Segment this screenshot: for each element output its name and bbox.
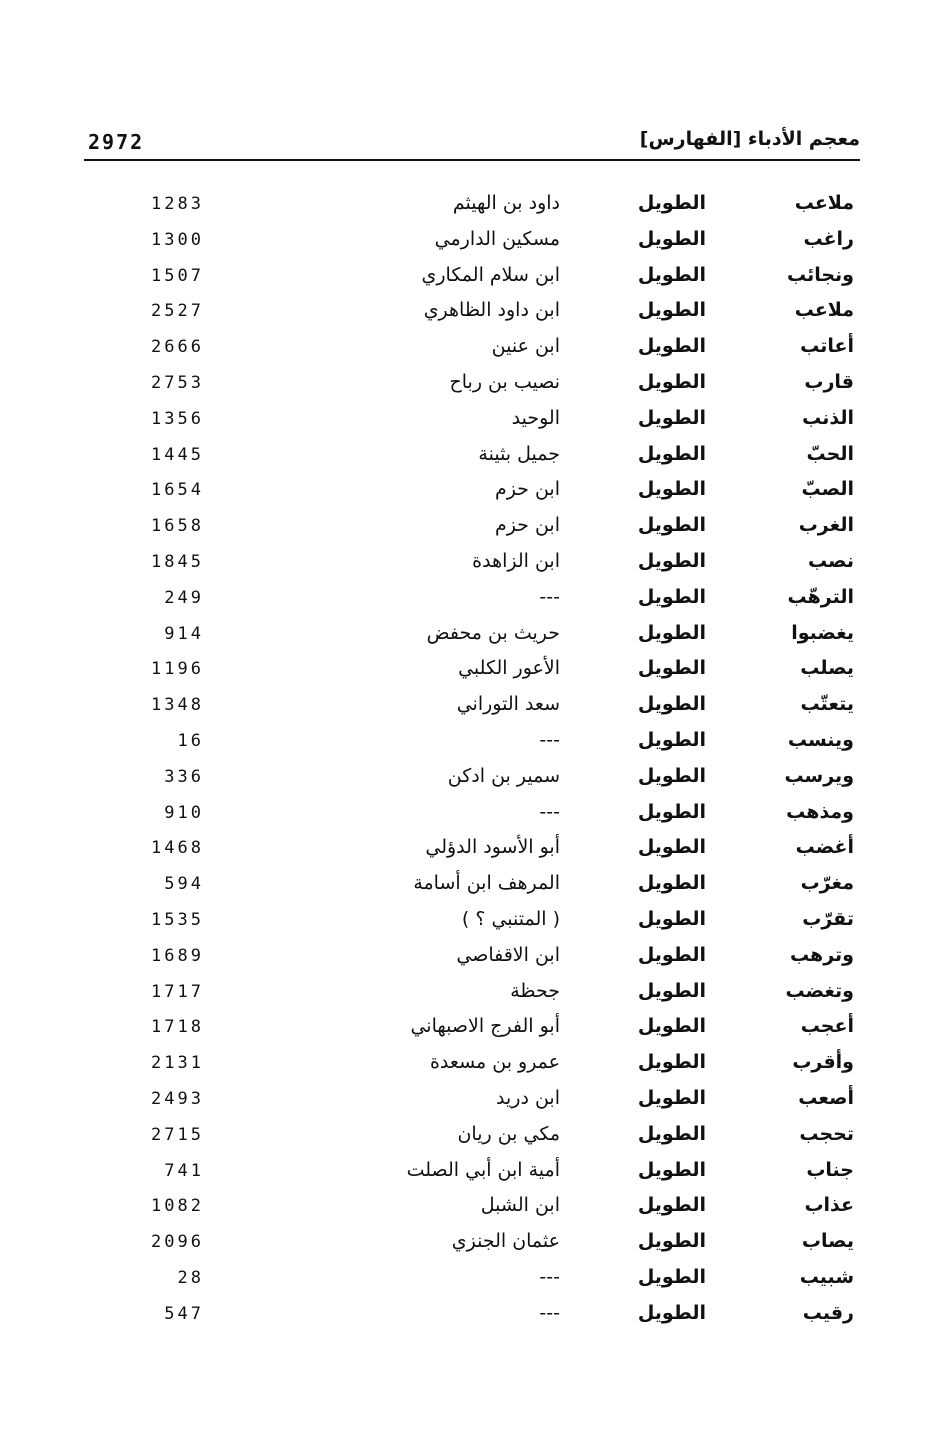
page-ref-cell: 1348 xyxy=(151,695,204,716)
rhyme-cell: يصاب xyxy=(801,1230,854,1253)
poet-cell: --- xyxy=(539,728,560,751)
rhyme-cell: أصعب xyxy=(798,1086,854,1109)
meter-cell: الطويل xyxy=(637,872,706,895)
poet-cell: ابن عنين xyxy=(491,335,560,358)
meter-cell: الطويل xyxy=(637,1301,706,1324)
poet-cell: ابن حزم xyxy=(494,514,560,537)
table-row xyxy=(84,1083,860,1119)
meter-cell: الطويل xyxy=(637,1015,706,1038)
meter-cell: الطويل xyxy=(637,1265,706,1288)
index-table xyxy=(84,188,860,1334)
page-ref-cell: 1718 xyxy=(151,1017,204,1038)
rhyme-cell: مغرّب xyxy=(800,872,854,895)
meter-cell: الطويل xyxy=(637,657,706,680)
poet-cell: ابن الزاهدة xyxy=(472,549,560,572)
table-row xyxy=(84,474,860,510)
rhyme-cell: يصلب xyxy=(800,657,854,680)
rhyme-cell: قارب xyxy=(804,370,854,393)
rhyme-cell: أعجب xyxy=(800,1015,854,1038)
page-ref-cell: 1535 xyxy=(151,909,204,930)
meter-cell: الطويل xyxy=(637,621,706,644)
page-ref-cell: 594 xyxy=(164,874,204,895)
poet-cell: عمرو بن مسعدة xyxy=(429,1051,560,1074)
poet-cell: مسكين الدارمي xyxy=(434,227,560,250)
page-number: 2972 xyxy=(88,130,145,154)
poet-cell: ابن حزم xyxy=(494,478,560,501)
rhyme-cell: نصب xyxy=(808,549,854,572)
poet-cell: ابن الشبل xyxy=(480,1194,560,1217)
page-ref-cell: 741 xyxy=(164,1160,204,1181)
rhyme-cell: الصبّ xyxy=(801,478,854,501)
page-ref-cell: 1445 xyxy=(151,444,204,465)
meter-cell: الطويل xyxy=(637,764,706,787)
poet-cell: مكي بن ريان xyxy=(457,1122,560,1145)
table-row xyxy=(84,1298,860,1334)
rhyme-cell: تقرّب xyxy=(802,907,854,930)
poet-cell: سمير بن ادكن xyxy=(447,764,560,787)
page-ref-cell: 2666 xyxy=(151,337,204,358)
meter-cell: الطويل xyxy=(637,370,706,393)
page-ref-cell: 1283 xyxy=(151,194,204,214)
rhyme-cell: رقيب xyxy=(802,1301,854,1324)
poet-cell: عثمان الجنزي xyxy=(451,1230,560,1253)
page-ref-cell: 1196 xyxy=(151,659,204,680)
page-ref-cell: 547 xyxy=(164,1303,204,1324)
table-row xyxy=(84,689,860,725)
meter-cell: الطويل xyxy=(637,478,706,501)
meter-cell: الطويل xyxy=(637,836,706,859)
table-row xyxy=(84,510,860,546)
poet-cell: نصيب بن رباح xyxy=(449,370,560,393)
page-ref-cell: 2715 xyxy=(151,1124,204,1145)
table-row xyxy=(84,260,860,296)
rhyme-cell: ويرسب xyxy=(784,764,854,787)
rhyme-cell: أغضب xyxy=(795,836,854,859)
poet-cell: سعد التوراني xyxy=(456,693,560,716)
rhyme-cell: وأقرب xyxy=(792,1051,854,1074)
table-row xyxy=(84,1226,860,1262)
meter-cell: الطويل xyxy=(637,1051,706,1074)
table-row xyxy=(84,725,860,761)
page-ref-cell: 2096 xyxy=(151,1232,204,1253)
rhyme-cell: وترهب xyxy=(789,943,854,966)
table-row xyxy=(84,1155,860,1191)
meter-cell: الطويل xyxy=(637,263,706,286)
rhyme-cell: شبيب xyxy=(799,1265,854,1288)
table-row xyxy=(84,1011,860,1047)
page-ref-cell: 914 xyxy=(164,623,204,644)
table-row xyxy=(84,439,860,475)
table-row xyxy=(84,295,860,331)
poet-cell: أمية ابن أبي الصلت xyxy=(406,1158,560,1181)
meter-cell: الطويل xyxy=(637,1086,706,1109)
meter-cell: الطويل xyxy=(637,299,706,322)
poet-cell: حريث بن محفض xyxy=(426,621,560,644)
meter-cell: الطويل xyxy=(637,1122,706,1145)
rhyme-cell: راغب xyxy=(803,227,854,250)
poet-cell: ابن داود الظاهري xyxy=(423,299,560,322)
poet-cell: أبو الأسود الدؤلي xyxy=(425,836,560,859)
table-row xyxy=(84,403,860,439)
running-title: معجم الأدباء [الفهارس] xyxy=(639,128,860,150)
meter-cell: الطويل xyxy=(637,585,706,608)
poet-cell: --- xyxy=(539,1301,560,1324)
poet-cell: أبو الفرج الاصبهاني xyxy=(410,1015,560,1038)
meter-cell: الطويل xyxy=(637,1194,706,1217)
page-ref-cell: 28 xyxy=(177,1267,204,1288)
table-row xyxy=(84,868,860,904)
rhyme-cell: تحجب xyxy=(799,1122,854,1145)
rhyme-cell: جناب xyxy=(806,1158,854,1181)
rhyme-cell: الذنب xyxy=(802,406,854,429)
meter-cell: الطويل xyxy=(637,442,706,465)
page-ref-cell: 1845 xyxy=(151,551,204,572)
rhyme-cell: ملاعب xyxy=(794,299,854,322)
rhyme-cell: الغرب xyxy=(798,514,854,537)
table-row xyxy=(84,904,860,940)
rhyme-cell: وتغضب xyxy=(785,979,854,1002)
meter-cell: الطويل xyxy=(637,979,706,1002)
page-ref-cell: 2493 xyxy=(151,1088,204,1109)
rhyme-cell: الحبّ xyxy=(806,442,854,465)
page-ref-cell: 336 xyxy=(164,766,204,787)
poet-cell: --- xyxy=(539,585,560,608)
table-row xyxy=(84,940,860,976)
table-row xyxy=(84,224,860,260)
page-ref-cell: 2753 xyxy=(151,372,204,393)
rhyme-cell: ونجائب xyxy=(786,263,854,286)
meter-cell: الطويل xyxy=(637,192,706,214)
rhyme-cell: عذاب xyxy=(804,1194,854,1217)
meter-cell: الطويل xyxy=(637,1230,706,1253)
table-row xyxy=(84,976,860,1012)
meter-cell: الطويل xyxy=(637,227,706,250)
table-row xyxy=(84,797,860,833)
meter-cell: الطويل xyxy=(637,549,706,572)
rhyme-cell: ملاعب xyxy=(794,192,854,214)
table-row xyxy=(84,761,860,797)
page-ref-cell: 2527 xyxy=(151,301,204,322)
page-header xyxy=(84,128,860,158)
table-row xyxy=(84,653,860,689)
page-ref-cell: 1658 xyxy=(151,516,204,537)
table-row xyxy=(84,1262,860,1298)
poet-cell: الوحيد xyxy=(511,406,560,429)
page-ref-cell: 1356 xyxy=(151,408,204,429)
rhyme-cell: يغضبوا xyxy=(791,621,854,644)
table-row xyxy=(84,331,860,367)
page-ref-cell: 2131 xyxy=(151,1053,204,1074)
table-row xyxy=(84,546,860,582)
meter-cell: الطويل xyxy=(637,800,706,823)
header-rule xyxy=(84,159,860,161)
rhyme-cell: الترهّب xyxy=(787,585,854,608)
poet-cell: جحظة xyxy=(510,979,560,1002)
page-ref-cell: 1654 xyxy=(151,480,204,501)
page-ref-cell: 1717 xyxy=(151,981,204,1002)
page-ref-cell: 1468 xyxy=(151,838,204,859)
table-row xyxy=(84,1190,860,1226)
rhyme-cell: أعاتب xyxy=(800,335,854,358)
meter-cell: الطويل xyxy=(637,335,706,358)
page-ref-cell: 910 xyxy=(164,802,204,823)
page-ref-cell: 16 xyxy=(177,730,204,751)
rhyme-cell: ومذهب xyxy=(786,800,854,823)
poet-cell: --- xyxy=(539,1265,560,1288)
meter-cell: الطويل xyxy=(637,1158,706,1181)
page-ref-cell: 1300 xyxy=(151,229,204,250)
poet-cell: المرهف ابن أسامة xyxy=(413,872,560,895)
table-row xyxy=(84,367,860,403)
table-row xyxy=(84,582,860,618)
poet-cell: --- xyxy=(539,800,560,823)
meter-cell: الطويل xyxy=(637,907,706,930)
table-row xyxy=(84,618,860,654)
poet-cell: جميل بثينة xyxy=(478,442,560,465)
meter-cell: الطويل xyxy=(637,728,706,751)
page-ref-cell: 1689 xyxy=(151,945,204,966)
rhyme-cell: يتعتّب xyxy=(800,693,854,716)
poet-cell: الأعور الكلبي xyxy=(458,657,560,680)
page-ref-cell: 1507 xyxy=(151,265,204,286)
poet-cell: ابن دريد xyxy=(496,1086,560,1109)
poet-cell: ابن سلام المكاري xyxy=(421,263,560,286)
poet-cell: ابن الاقفاصي xyxy=(456,943,560,966)
poet-cell: داود بن الهيثم xyxy=(452,192,560,214)
rhyme-cell: وينسب xyxy=(787,728,854,751)
table-row xyxy=(84,1119,860,1155)
meter-cell: الطويل xyxy=(637,693,706,716)
page-ref-cell: 1082 xyxy=(151,1196,204,1217)
table-row xyxy=(84,188,860,224)
meter-cell: الطويل xyxy=(637,943,706,966)
table-row xyxy=(84,1047,860,1083)
poet-cell: ( المتنبي ؟ ) xyxy=(461,907,560,930)
table-row xyxy=(84,832,860,868)
meter-cell: الطويل xyxy=(637,514,706,537)
meter-cell: الطويل xyxy=(637,406,706,429)
page-ref-cell: 249 xyxy=(164,587,204,608)
